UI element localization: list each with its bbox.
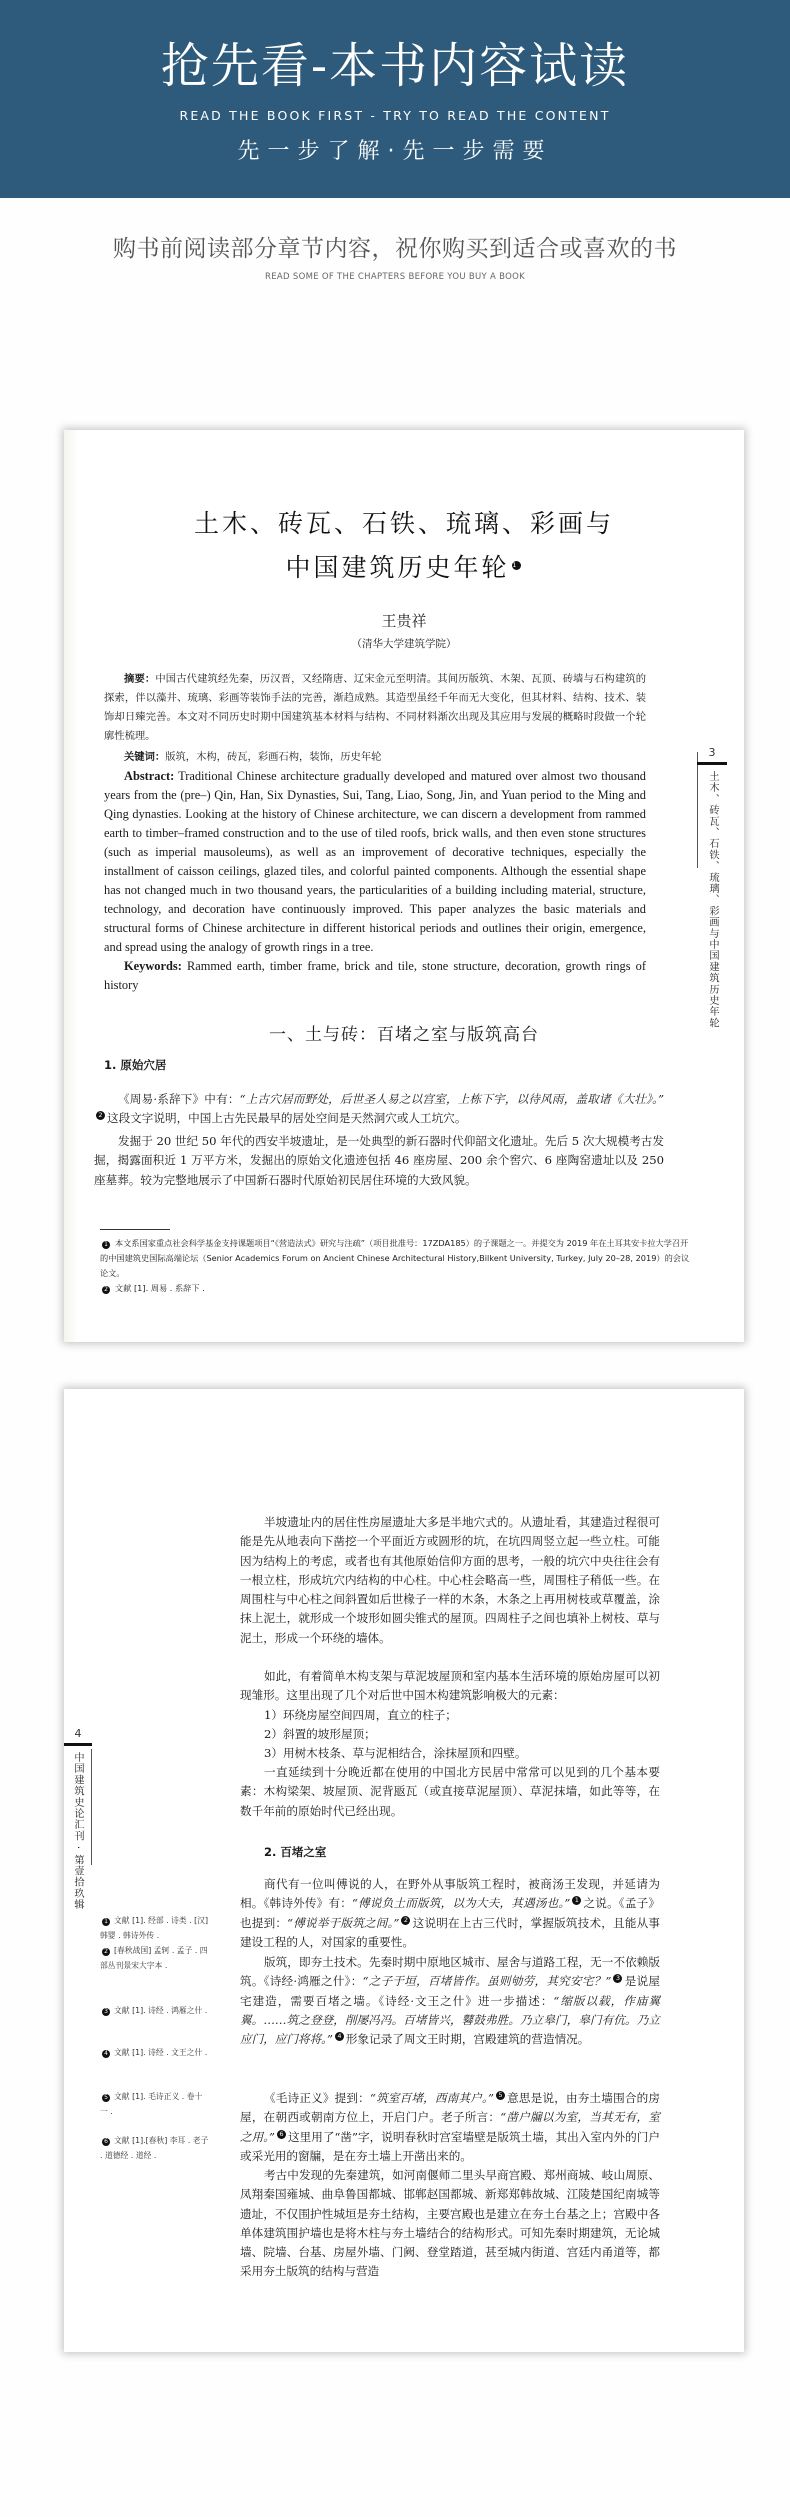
text: 这里用了“凿”字，说明春秋时宫室墙壁是版筑土墙，其出入室内外的门户或采光用的窗牖，是在夯土墙上开凿出来的。 (240, 2129, 660, 2163)
margin-note-6 (100, 2133, 210, 2163)
body-paragraph (94, 1090, 664, 1129)
footnote-marker: 6 (102, 2138, 110, 2146)
footnotes (100, 1236, 690, 1296)
body-paragraph (240, 1953, 660, 2049)
margin-note-text: 文献 [1]. 诗经 . 文王之什 . (114, 2048, 208, 2057)
body-paragraph: 考古中发现的先秦建筑，如河南偃师二里头早商宫殿、郑州商城、岐山周原、凤翔秦国雍城、曲阜鲁国都城、邯郸赵国都城、新郑郑韩故城、江陵楚国纪南城等遗址，不仅围护性城垣是夯土结构，主要宫殿也是建立在夯土台基之上；宫殿中各单体建筑围护墙也是将木柱与夯土墙结合的结构形式。可知先秦时期建筑，无论城墙、院墙、台基、房屋外墙、门阙、登堂踏道，甚至城内街道、宫廷内甬道等，都采用夯土版筑的结构与营造 (240, 2168, 660, 2279)
footnote-marker: 5 (102, 2094, 110, 2102)
abstract-cn-label: 摘要： (124, 673, 156, 685)
margin-note-4 (100, 2045, 210, 2060)
section-heading: 一、土与砖：百堵之室与版筑高台 (269, 1025, 539, 1045)
running-title: 中国建筑史论汇刊 · 第壹拾玖辑 (72, 1752, 83, 1911)
text: 是说屋宅建造，需要百堵之墙。《诗经·文王之什》进一步描述： (240, 1974, 660, 2008)
list-item: 2）斜置的坡形屋顶； (264, 1727, 376, 1741)
footnote-marker: 3 (102, 2008, 110, 2016)
body-paragraph: 半坡遗址内的居住性房屋遗址大多是半地穴式的。从遗址看，其建造过程很可能是先从地表向下凿挖一个平面近方或圆形的坑，在坑四周竖立起一些立柱。可能因为结构上的考虑，或者也有其他原始信仰方面的思考，一般的坑穴中央往往会有一根立柱，形成坑穴内结构的中心柱。中心柱会略高一些，周围柱子稍低一些。在周围柱与中心柱之间斜置如后世椽子一样的木条，木条之上再用树枝或草覆盖，涂抹上泥土，就形成一个坡形如圆尖锥式的屋顶。四周柱子之间也填补上树枝、草与泥土，形成一个环绕的墙体。 (240, 1515, 660, 1645)
footnote-2 (100, 1281, 690, 1296)
text: 之说。《孟子》也提到： (240, 1896, 660, 1930)
running-title: 土木、砖瓦、石铁、琉璃、彩画与中国建筑历史年轮 (707, 771, 718, 1029)
body-paragraph: 如此，有着简单木构支架与草泥坡屋顶和室内基本生活环境的原始房屋可以初现雏形。这里出现了几个对后世中国木构建筑影响极大的元素： (240, 1669, 660, 1703)
text: 形象记录了周文王时期，宫殿建筑的营造情况。 (345, 2032, 590, 2047)
keywords-en (104, 957, 646, 995)
footnote-marker: 1 (102, 1918, 110, 1926)
quotation: “之子于垣，百堵皆作。虽则劬劳，其究安宅？” (362, 1974, 612, 1989)
author-name: 王贵祥 (381, 612, 427, 630)
quotation: “傅说举于版筑之间。” (287, 1915, 400, 1930)
footnote-text: 文献 [1]. 周易 . 系辞下 . (115, 1283, 205, 1293)
margin-note-2 (100, 1943, 210, 1973)
margin-note-text: [春秋战国] 孟轲 . 孟子 . 四部丛刊景宋大字本 . (100, 1946, 208, 1970)
margin-note-text: 文献 [1]. 毛诗正义 . 卷十一 . (100, 2092, 203, 2116)
body-paragraph (240, 2089, 660, 2166)
intro-text-en: READ SOME OF THE CHAPTERS BEFORE YOU BUY A BOOK (265, 272, 525, 282)
margin-note-3 (100, 2003, 210, 2018)
keywords-cn (104, 748, 646, 767)
margin-note-text: 文献 [1].[春秋] 李耳 . 老子 . 道德经 . 道经 . (100, 2136, 209, 2160)
body-paragraph: 发掘于 20 世纪 50 年代的西安半坡遗址，是一处典型的新石器时代仰韶文化遗址。先后 5 次大规模考古发掘，揭露面积近 1 万平方米，发掘出的原始文化遗迹包括 46 座房屋、200 余个窖穴、6 座陶窑遗址以及 250 座墓葬。较为完整地展示了中国新石器时代原始初民居住环境的大致风貌。 (94, 1134, 664, 1187)
subsection-heading-2: 2. 百堵之室 (264, 1845, 327, 1859)
keywords-cn-text: 版筑，木构，砖瓦，彩画石构，装饰，历史年轮 (165, 751, 382, 763)
text: 版筑，即夯土技术。先秦时期中原地区城市、屋舍与道路工程，无一不依赖版筑。《诗经·鸿雁之什》： (240, 1955, 660, 1989)
footnote-1 (100, 1236, 690, 1281)
body-paragraph (240, 1875, 660, 1952)
list-item: 3）用树木枝条、草与泥相结合，涂抹屋顶和四壁。 (264, 1746, 527, 1760)
quotation: “上古穴居而野处，后世圣人易之以宫室，上栋下宇，以待风雨，盖取诸《大壮》。” (239, 1092, 665, 1106)
keywords-en-label: Keywords: (124, 959, 182, 973)
article-title-text: 中国建筑历史年轮 (285, 553, 510, 582)
banner-slogan: 先一步了解·先一步需要 (237, 139, 553, 164)
footnote-marker: 2 (102, 1948, 110, 1956)
margin-note-1 (100, 1913, 210, 1943)
text: 《毛诗正义》提到： (264, 2091, 370, 2105)
page-spine (697, 746, 744, 1029)
keywords-en-text: Rammed earth, timber frame, brick and tile, stone structure, decoration, growth rings of history (104, 959, 646, 992)
subsection-heading-1: 1. 原始穴居 (104, 1058, 167, 1072)
page-spine (64, 1727, 96, 1910)
quotation: “缩版以载，作庙翼翼。……筑之登登，削屡冯冯。百堵皆兴，鼛鼓弗胜。乃立皋门，皋门有伉。乃立应门，应门将将。” (240, 1993, 661, 2047)
intro-text: 购书前阅读部分章节内容，祝你购买到适合或喜欢的书 (113, 236, 677, 262)
footnote-marker: 1 (102, 1241, 110, 1249)
text: 《周易·系辞下》中有： (118, 1092, 240, 1106)
footnote-marker: 6 (277, 2130, 286, 2139)
text: 这说明在上古三代时，掌握版筑技术，且能从事建设工程的人，对国家的重要性。 (240, 1915, 660, 1949)
book-page-4 (64, 1389, 744, 2352)
footnote-marker: 2 (96, 1111, 105, 1120)
text: 这段文字说明，中国上古先民最早的居处空间是天然洞穴或人工坑穴。 (107, 1111, 467, 1126)
footnote-marker: 1 (512, 560, 520, 569)
footnote-marker: 1 (572, 1896, 581, 1905)
text: 意思是说，由夯土墙围合的房屋，在朝西或朝南方位上，开启门户。老子所言： (240, 2091, 660, 2125)
list-item: 1）环绕房屋空间四周，直立的柱子； (264, 1708, 457, 1722)
margin-note-text: 文献 [1]. 经部 . 诗类 . [汉] 韩婴 . 韩诗外传 . (100, 1916, 209, 1940)
abstract-en-text: Traditional Chinese architecture gradually developed and matured over almost two thousand years from the (pre–) Qin, Han, Six Dynasties, Sui, Tang, Liao, Song, Jin, and Yuan period to the Ming and Qing dynasties. Looking at the history of Chinese architecture, we can discern a development from rammed earth to timber–framed construction and to the use of tiled roofs, brick walls, and then even stone structures (such as imperial mausoleums), as well as an improvement of decorative techniques, especially the installment of caisson ceilings, glazed tiles, and colorful painted components. Although the essential shape has not changed much in two thousand years, the particularities of a building including material, structure, technology, and decoration have continuously improved. This paper analyzes the basic materials and structural forms of Chinese architecture in different historical periods and outlines their origin, emergence, and spread using the analogy of growth rings in a tree. (104, 769, 647, 954)
margin-note-text: 文献 [1]. 诗经 . 鸿雁之什 . (114, 2006, 208, 2015)
banner-subtitle-en: READ THE BOOK FIRST - TRY TO READ THE CONTENT (179, 108, 611, 123)
author-affiliation: （清华大学建筑学院） (351, 638, 457, 650)
quotation: “傅说负土而版筑，以为大夫，其遇汤也。” (352, 1896, 571, 1911)
abstract-cn (104, 670, 646, 746)
keywords-cn-label: 关键词： (124, 751, 166, 763)
footnote-marker: 4 (102, 2050, 110, 2058)
body-paragraph: 一直延续到十分晚近都在使用的中国北方民居中常常可以见到的几个基本要素：木构梁架、坡屋顶、泥背瓪瓦（或直接草泥屋顶）、草泥抹墙，如此等等，在数千年前的原始时代已经出现。 (240, 1765, 660, 1818)
spine-bar (697, 762, 727, 765)
page-number: 3 (708, 746, 716, 759)
footnote-marker: 4 (335, 2032, 344, 2041)
abstract-cn-text: 中国古代建筑经先秦，历汉晋，又经隋唐、辽宋金元至明清。其间历版筑、木架、瓦顶、砖墙与石构建筑的探索，伴以藻井、琉璃、彩画等装饰手法的完善，渐趋成熟。其造型虽经千年而无大变化，但其材料、结构、技术、装饰却日臻完善。本文对不同历史时期中国建筑基本材料与结构、不同材料渐次出现及其应用与发展的概略时段做一个轮廓性梳理。 (104, 673, 647, 742)
footnote-marker: 2 (102, 1286, 110, 1294)
abstract-en-label: Abstract: (124, 769, 175, 783)
footnote-divider (100, 1229, 170, 1230)
spine-bar (64, 1743, 92, 1746)
header-banner (0, 0, 790, 198)
footnote-marker: 5 (496, 2091, 505, 2100)
book-page-3 (64, 430, 744, 1342)
text: 商代有一位叫傅说的人，在野外从事版筑工程时，被商汤王发现，并延请为相。《韩诗外传》有： (240, 1877, 660, 1911)
article-title-line-1: 土木、砖瓦、石铁、琉璃、彩画与 (193, 509, 614, 538)
margin-note-5 (100, 2089, 210, 2119)
quotation: “筑室百堵，西南其户。” (369, 2091, 494, 2105)
article-title-line-2 (64, 548, 744, 584)
abstract-en (104, 767, 646, 957)
footnote-text: 本文系国家重点社会科学基金支持课题项目“《营造法式》研究与注疏”（项目批准号：17ZDA185）的子课题之一。并提交为 2019 年在土耳其安卡拉大学召开的中国建筑史国际高端论坛（Senior Academics Forum on Ancient Chinese Architectural History,Bilkent University, Turkey, July 20–28, 2019）的会议论文。 (100, 1238, 690, 1278)
footnote-marker: 2 (401, 1916, 410, 1925)
quotation: “凿户牖以为室，当其无有，室之用。” (240, 2110, 660, 2144)
banner-title: 抢先看-本书内容试读 (160, 38, 630, 94)
page-number: 4 (74, 1727, 82, 1740)
footnote-marker: 3 (613, 1974, 622, 1983)
